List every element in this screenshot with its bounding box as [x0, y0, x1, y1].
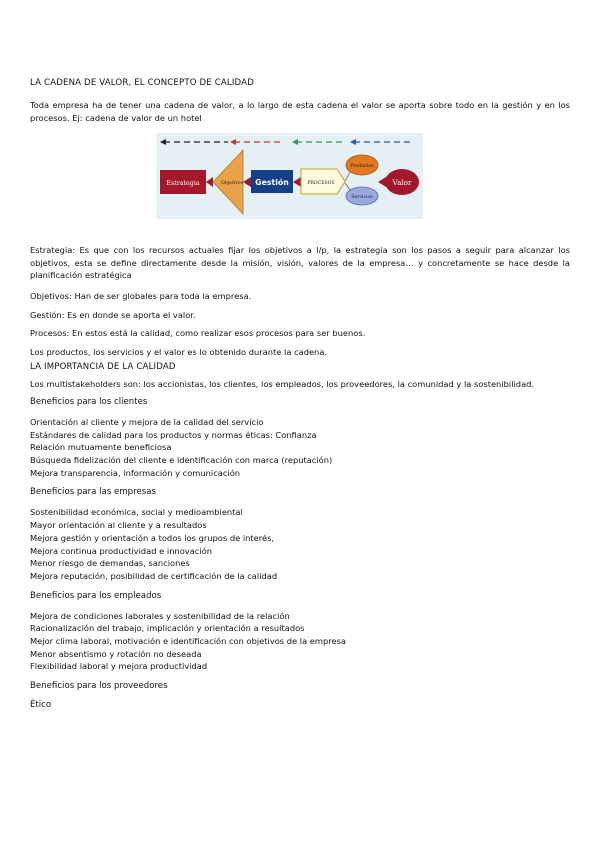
heading-importancia-calidad: LA IMPORTANCIA DE LA CALIDAD [30, 362, 176, 373]
section-title-proveedores: Beneficios para los proveedores [30, 681, 168, 692]
estrategia-label: Estrategia [166, 180, 200, 187]
list-item: Sostenibilidad económica, social y medioambiental [30, 507, 243, 518]
list-item: Mayor orientación al cliente y a resultados [30, 520, 207, 531]
list-item: Mejora reputación, posibilidad de certificación de la calidad [30, 570, 278, 581]
list-empresas [30, 506, 570, 582]
list-empleados [30, 610, 570, 674]
list-item: Menor absentismo y rotación no deseada [30, 648, 202, 659]
objetivos-label: Objetivos [221, 181, 243, 186]
definition-estrategia: Estrategia: Es que con los recursos actuales fijar los objetivos a l/p, la estrategia son los pasos a seguir para alcanzar los objetivos, esta se define directamente desde la misión, visión, valores de la empresa… y concretamente se hace desde la planificación estratégica [30, 245, 570, 281]
list-item: Búsqueda fidelización del cliente e identificación con marca (reputación) [30, 455, 333, 466]
definition-objetivos: Objetivos: Han de ser globales para toda la empresa. [30, 290, 252, 301]
intro-paragraph: Toda empresa ha de tener una cadena de valor, a lo largo de esta cadena el valor se aporta sobre todo en la gestión y en los procesos. Ej: cadena de valor de un hotel [30, 100, 570, 123]
list-item: Relación mutuamente beneficiosa [30, 442, 172, 453]
procesos-label: PROCESOS [307, 181, 335, 186]
list-item: Mejora continua productividad e innovación [30, 545, 212, 556]
list-item: Mejora transparencia, información y comunicación [30, 467, 241, 478]
section-title-empresas: Beneficios para las empresas [30, 487, 156, 498]
closing-text: Ético [30, 700, 52, 711]
definition-resultado: Los productos, los servicios y el valor es lo obtenido durante la cadena. [30, 346, 328, 357]
list-item: Estándares de calidad para los productos y normas éticas: Confianza [30, 429, 317, 440]
list-item: Flexibilidad laboral y mejora productividad [30, 661, 208, 672]
list-item: Menor riesgo de demandas, sanciones [30, 558, 190, 569]
list-item: Mejora de condiciones laborales y sostenibilidad de la relación [30, 610, 290, 621]
definition-gestion: Gestión: Es en donde se aporta el valor. [30, 309, 196, 320]
valor-label: Valor [392, 178, 412, 187]
list-clientes [30, 416, 570, 480]
hotel-value-chain-figure [156, 133, 423, 219]
heading-cadena-valor: LA CADENA DE VALOR, EL CONCEPTO DE CALIDAD [30, 78, 254, 88]
list-item: Mejor clima laboral, motivación e identificación con objetivos de la empresa [30, 636, 346, 647]
list-item: Mejora gestión y orientación a todos los grupos de interés, [30, 532, 275, 543]
stakeholders-paragraph: Los multistakeholders son: los accionistas, los clientes, los empleados, los proveedores, la comunidad y la sostenibilidad. [30, 379, 535, 390]
section-title-empleados: Beneficios para los empleados [30, 590, 162, 601]
list-item: Orientación al cliente y mejora de la calidad del servicio [30, 416, 264, 427]
gestion-label: Gestión [255, 178, 289, 187]
list-item: Racionalización del trabajo, implicación y orientación a resultados [30, 623, 305, 634]
productos-label: Productos [350, 164, 374, 169]
servicios-label: Servicios [351, 195, 373, 200]
definition-procesos: Procesos: En estos está la calidad, como realizar esos procesos para ser buenos. [30, 328, 366, 339]
section-title-clientes: Beneficios para los clientes [30, 396, 148, 407]
